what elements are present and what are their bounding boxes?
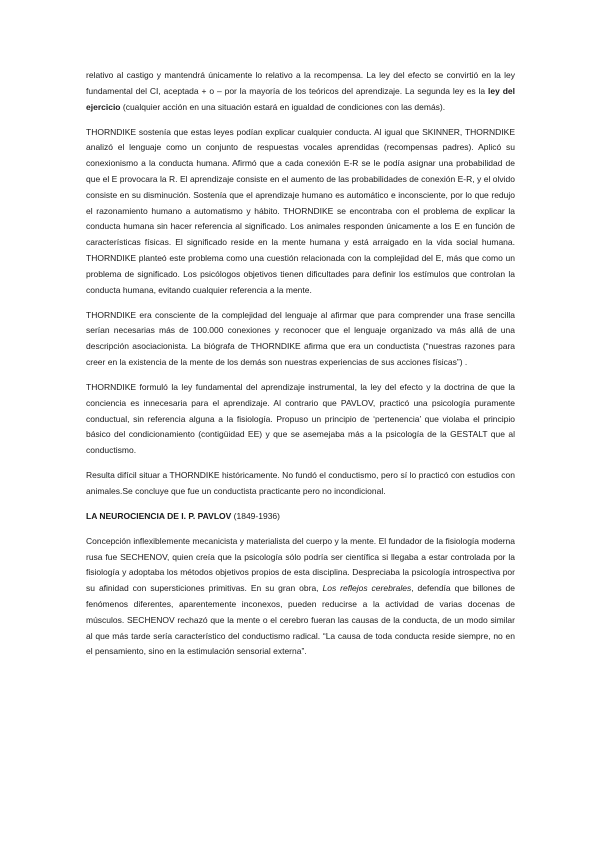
heading-dates: (1849-1936) — [231, 510, 280, 521]
section-heading — [86, 509, 515, 525]
paragraph-text: THORNDIKE era consciente de la complejidad del lenguaje al afirmar que para comprender una frase sencilla serían necesarias más de 100.000 conexiones y reconocer que el lenguaje organizado va más allá de una descripción asociacionista. La biógrafa de THORNDIKE afirma que era un conductista (“nuestras razones para creer en la existencia de la mente de los demás son nuestras experiencias de sus acciones físicas”) . — [86, 309, 515, 367]
paragraph-thorndike-leyes — [86, 125, 515, 299]
book-title: Los reflejos cerebrales — [322, 583, 412, 594]
paragraph-thorndike-historia — [86, 468, 515, 500]
paragraph-thorndike-aprendizaje — [86, 380, 515, 459]
heading-title: LA NEUROCIENCIA DE I. P. PAVLOV — [86, 510, 232, 521]
paragraph-text: THORNDIKE sostenía que estas leyes podían explicar cualquier conducta. Al igual que SKINNER, THORNDIKE analizó el lenguaje como un conjunto de respuestas vocales aprendidas (recompensas padres). Aplicó su conexionismo a la conducta humana. Afirmó que a cada conexión E-R se le podía asignar una probabilidad de que el E provocara la R. El aprendizaje consiste en el aumento de las probabilidades de conexión E-R, y el olvido consiste en su disminución. Sostenía que el aprendizaje humano es automático e inconsciente, por lo que redujo el razonamiento humano a automatismo y hábito. THORNDIKE se encontraba con el problema de explicar la conducta humana sin hacer referencia al significado. Los animales responden únicamente a los E en función de características físicas. El significado reside en la mente humana y está arraigado en la vida social humana. THORNDIKE planteó este problema como una cuestión relacionada con la complejidad del E, más que como un problema de significado. Los psicólogos objetivos tienen dificultades para definir los estímulos que controlan la conducta humana, evitando cualquier referencia a la mente. — [86, 126, 515, 295]
paragraph-sechenov — [86, 534, 515, 660]
paragraph-text: Resulta difícil situar a THORNDIKE históricamente. No fundó el conductismo, pero sí lo practicó con estudios con animales.Se concluye que fue un conductista practicante pero no incondicional. — [86, 470, 515, 496]
paragraph-ley-efecto — [86, 68, 515, 115]
paragraph-text: relativo al castigo y mantendrá únicamente lo relativo a la recompensa. La ley del efecto se convirtió en la ley fundamental del CI, aceptada + o – por la mayoría de los teóricos del aprendizaje. La segunda ley es la — [86, 70, 515, 96]
paragraph-text: , defendía que billones de fenómenos diferentes, aparentemente inconexos, pueden reducirse a la actividad de varias docenas de músculos. SECHENOV rechazó que la mente o el cerebro fueran las causas de la conducta, de un modo similar al que más tarde sería característico del conductismo radical. “La causa de toda conducta reside siempre, no en el pensamiento, sino en la estimulación sensorial externa”. — [86, 583, 516, 657]
paragraph-text: Concepción inflexiblemente mecanicista y materialista del cuerpo y la mente. El fundador de la fisiología moderna rusa fue SECHENOV, quien creía que la psicología sólo podría ser científica si llegaba a estar controlada por la fisiología y adoptaba los métodos objetivos propios de esta disciplina. Despreciaba la psicología introspectiva por su afinidad con supersticiones primitivas. En su gran obra, — [86, 535, 515, 594]
paragraph-text: (cualquier acción en una situación estará en igualdad de condiciones con las demás). — [120, 101, 446, 112]
paragraph-thorndike-lenguaje — [86, 308, 515, 371]
paragraph-text: THORNDIKE formuló la ley fundamental del aprendizaje instrumental, la ley del efecto y la doctrina de que la conciencia es innecesaria para el aprendizaje. Al contrario que PAVLOV, practicó una psicología puramente conductual, sin referencia alguna a la fisiología. Propuso un principio de ‘pertenencia’ que violaba el principio básico del condicionamiento (contigüidad EE) y que se asemejaba más a la psicología de la GESTALT que al conductismo. — [86, 381, 515, 456]
bold-term: ley del ejercicio — [86, 85, 516, 112]
